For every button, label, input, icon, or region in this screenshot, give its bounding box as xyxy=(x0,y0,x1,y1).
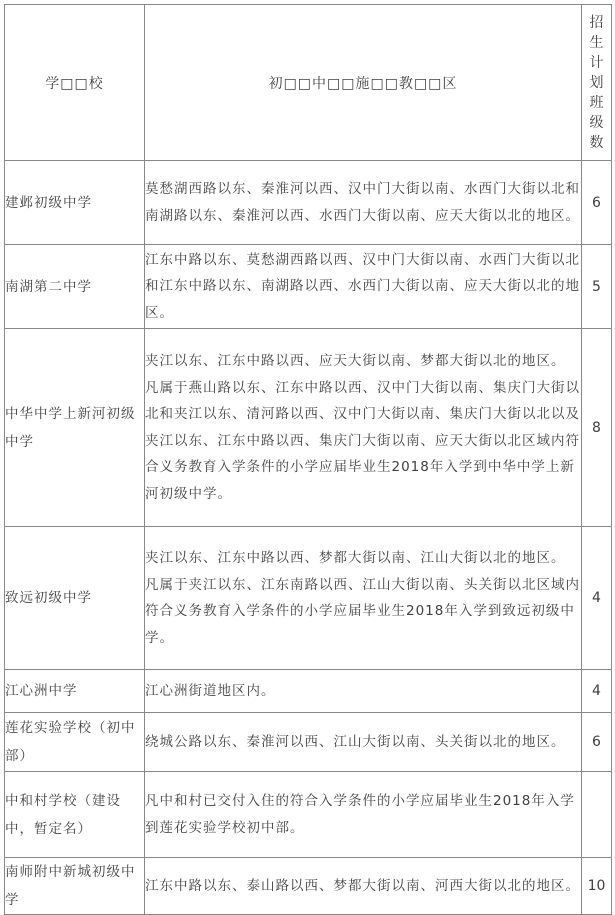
header-plan-char: 数 xyxy=(589,134,604,151)
class-count: 4 xyxy=(582,670,612,713)
school-name: 江心洲中学 xyxy=(5,670,145,713)
school-name: 中华中学上新河初级中学 xyxy=(5,329,145,527)
catchment-area xyxy=(145,329,582,527)
header-plan-char: 级 xyxy=(589,114,604,131)
catchment-area xyxy=(145,772,582,858)
school-name: 南师附中新城初级中学 xyxy=(5,858,145,915)
table-row xyxy=(5,245,612,329)
catchment-area xyxy=(145,670,582,713)
table-row xyxy=(5,161,612,245)
catchment-area xyxy=(145,245,582,329)
area-paragraph: 江东中路以东、莫愁湖西路以西、汉中门大街以南、水西门大街以北和江东中路以东、南湖路以西、水西门大街以南、应天大街以北的地区。 xyxy=(145,251,580,321)
class-count: 5 xyxy=(582,245,612,329)
area-paragraph: 江心洲街道地区内。 xyxy=(145,682,276,699)
enrollment-table xyxy=(4,4,612,915)
table-row xyxy=(5,858,612,915)
header-school: 学□□校 xyxy=(5,5,145,161)
header-plan-char: 招 xyxy=(589,14,604,31)
area-paragraph: 江东中路以东、泰山路以西、梦都大街以南、河西大街以北的地区。 xyxy=(145,877,580,894)
header-plan-char: 生 xyxy=(589,34,604,51)
class-count: 10 xyxy=(582,858,612,915)
area-paragraph: 夹江以东、江东中路以西、应天大街以南、梦都大街以北的地区。 xyxy=(145,353,566,369)
school-name: 南湖第二中学 xyxy=(5,245,145,329)
header-plan-char: 班 xyxy=(589,94,604,111)
area-paragraph: 夹江以东、江东中路以西、梦都大街以南、江山大街以北的地区。 xyxy=(145,550,566,566)
header-plan-char: 计 xyxy=(589,54,604,71)
class-count: 6 xyxy=(582,161,612,245)
table-row xyxy=(5,670,612,713)
table-row xyxy=(5,329,612,527)
class-count: 8 xyxy=(582,329,612,527)
catchment-area xyxy=(145,858,582,915)
catchment-area xyxy=(145,713,582,772)
table-row xyxy=(5,772,612,858)
catchment-area xyxy=(145,527,582,670)
area-paragraph: 绕城公路以东、秦淮河以西、江山大街以南、头关街以北的地区。 xyxy=(145,733,566,750)
school-name: 建邺初级中学 xyxy=(5,161,145,245)
header-area: 初□□中□□施□□教□□区 xyxy=(145,5,582,161)
school-name: 中和村学校（建设中，暂定名） xyxy=(5,772,145,858)
class-count xyxy=(582,772,612,858)
table-header-row xyxy=(5,5,612,161)
area-paragraph: 凡中和村已交付入住的符合入学条件的小学应届毕业生2018年入学到莲花实验学校初中部。 xyxy=(145,793,575,836)
school-name: 致远初级中学 xyxy=(5,527,145,670)
header-plan-count xyxy=(582,5,612,161)
table-row xyxy=(5,713,612,772)
area-paragraph: 凡属于夹江以东、江东南路以西、江山大街以南、头关街以北区域内符合义务教育入学条件的小学应届毕业生2018年入学到致远初级中学。 xyxy=(145,576,580,646)
school-name: 莲花实验学校（初中部） xyxy=(5,713,145,772)
area-paragraph: 莫愁湖西路以东、秦淮河以西、汉中门大街以南、水西门大街以北和南湖路以东、秦淮河以西、水西门大街以南、应天大街以北的地区。 xyxy=(145,181,580,224)
area-paragraph: 凡属于燕山路以东、江东中路以西、汉中门大街以南、集庆门大街以北和夹江以东、清河路以西、汉中门大街以南、集庆门大街以北以及夹江以东、江东中路以西、集庆门大街以南、应天大街以北区域内符合义务教育入学条件的小学应届毕业生2018年入学到中华中学上新河初级中学。 xyxy=(145,379,580,502)
class-count: 4 xyxy=(582,527,612,670)
header-plan-char: 划 xyxy=(589,74,604,91)
class-count: 6 xyxy=(582,713,612,772)
table-row xyxy=(5,527,612,670)
catchment-area xyxy=(145,161,582,245)
